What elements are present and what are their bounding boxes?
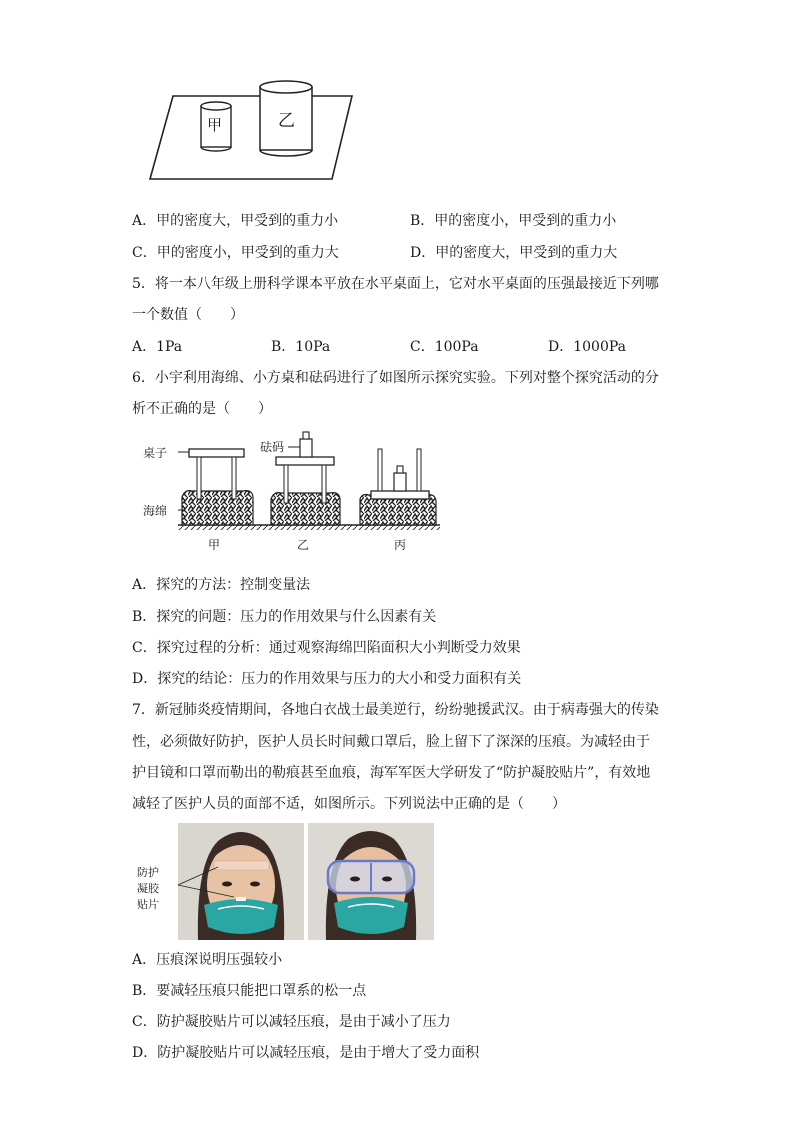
cylinders-on-table-figure	[145, 78, 360, 184]
caption-jia: 甲	[208, 538, 221, 552]
gel-patch-label-line-3: 贴片	[137, 898, 159, 911]
q7-stem-line-4: 减轻了医护人员的面部不适，如图所示。下列说法中正确的是（ ）	[132, 796, 566, 812]
table-label: 桌子	[143, 446, 168, 460]
gel-patch-label-line-1: 防护	[137, 866, 159, 879]
q5-option-d: D．1000Pa	[548, 339, 626, 355]
photo-gel-patch	[178, 823, 304, 940]
sponge-label: 海绵	[143, 504, 168, 518]
q7-stem-line-3: 护目镜和口罩而勒出的勒痕甚至血痕，海军军医大学研发了“防护凝胶贴片”，有效地	[132, 765, 651, 781]
q7-option-d: D．防护凝胶贴片可以减轻压痕，是由于增大了受力面积	[132, 1045, 480, 1061]
q6-option-d: D．探究的结论：压力的作用效果与压力的大小和受力面积有关	[132, 671, 522, 687]
q5-stem-line-2: 一个数值（ ）	[132, 307, 244, 323]
cylinder-yi-label: 乙	[278, 111, 295, 131]
caption-yi: 乙	[297, 538, 310, 552]
caption-bing: 丙	[394, 538, 407, 552]
cylinder-jia-label: 甲	[207, 116, 223, 134]
photo-goggles	[308, 823, 434, 940]
q6-stem-line-1: 6．小宇利用海绵、小方桌和砝码进行了如图所示探究实验。下列对整个探究活动的分	[132, 370, 659, 386]
q6-option-b: B．探究的问题：压力的作用效果与什么因素有关	[132, 609, 437, 625]
q5-option-a: A．1Pa	[132, 339, 183, 355]
q6-stem-line-2: 析不正确的是（ ）	[132, 401, 272, 417]
q4-option-b: B．甲的密度小，甲受到的重力小	[410, 213, 617, 229]
q4-option-a: A．甲的密度大，甲受到的重力小	[132, 213, 339, 229]
q6-option-c: C．探究过程的分析：通过观察海绵凹陷面积大小判断受力效果	[132, 640, 521, 656]
q7-option-b: B．要减轻压痕只能把口罩系的松一点	[132, 983, 367, 999]
q5-option-b: B．10Pa	[271, 339, 331, 355]
q4-option-c: C．甲的密度小，甲受到的重力大	[132, 245, 339, 261]
sponge-experiment-figure	[140, 425, 450, 555]
q5-stem-line-1: 5．将一本八年级上册科学课本平放在水平桌面上，它对水平桌面的压强最接近下列哪	[132, 276, 659, 292]
gel-patch-label-line-2: 凝胶	[137, 882, 159, 895]
weight-label: 砝码	[260, 440, 285, 454]
q5-option-c: C．100Pa	[410, 339, 479, 355]
q4-option-d: D．甲的密度大，甲受到的重力大	[410, 245, 618, 261]
q7-stem-line-2: 性，必须做好防护，医护人员长时间戴口罩后，脸上留下了深深的压痕。为减轻由于	[132, 734, 650, 750]
q7-option-a: A．压痕深说明压强较小	[132, 952, 283, 968]
q7-option-c: C．防护凝胶贴片可以减轻压痕，是由于减小了压力	[132, 1014, 451, 1030]
q7-stem-line-1: 7．新冠肺炎疫情期间，各地白衣战士最美逆行，纷纷驰援武汉。由于病毒强大的传染	[132, 702, 659, 718]
q6-option-a: A．探究的方法：控制变量法	[132, 577, 311, 593]
